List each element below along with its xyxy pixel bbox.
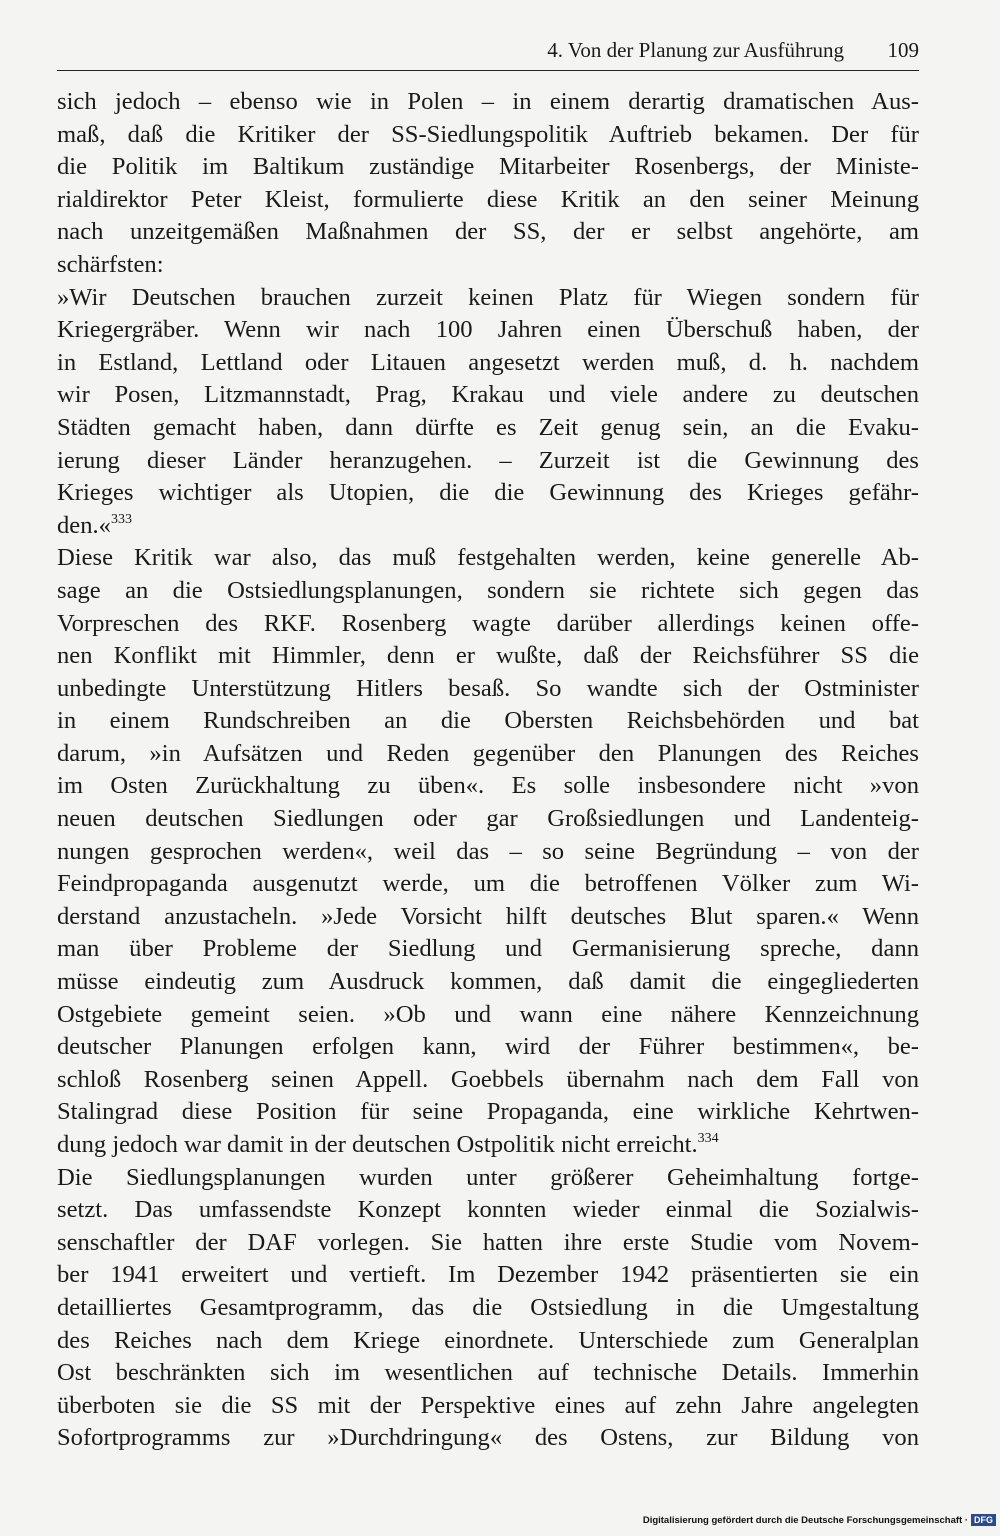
body-text bbox=[57, 86, 919, 1455]
text-line: »Wir Deutschen brauchen zurzeit keinen Platz für Wiegen sondern für bbox=[57, 283, 919, 311]
text-line: Sofortprogramms zur »Durchdringung« des Ostens, zur Bildung von bbox=[57, 1424, 919, 1452]
text-line: Krieges wichtiger als Utopien, die die Gewinnung des Krieges gefähr- bbox=[57, 479, 919, 507]
text-line: Stalingrad diese Position für seine Propaganda, eine wirkliche Kehrtwen- bbox=[57, 1098, 919, 1126]
text-line: nungen gesprochen werden«, weil das – so seine Begründung – von der bbox=[57, 837, 919, 865]
text-line: darum, »in Aufsätzen und Reden gegenüber den Planungen des Reiches bbox=[57, 739, 919, 767]
text-line-with-footnote bbox=[57, 1129, 919, 1162]
text-line: schloß Rosenberg seinen Appell. Goebbels übernahm nach dem Fall von bbox=[57, 1065, 919, 1093]
text-line: müsse eindeutig zum Ausdruck kommen, daß damit die eingegliederten bbox=[57, 968, 919, 996]
text-line: Die Siedlungsplanungen wurden unter größerer Geheimhaltung fortge- bbox=[57, 1163, 919, 1191]
dfg-logo: DFG bbox=[971, 1514, 996, 1526]
text-line: wir Posen, Litzmannstadt, Prag, Krakau und viele andere zu deutschen bbox=[57, 381, 919, 409]
text-line-with-footnote bbox=[57, 510, 919, 543]
text-line: ber 1941 erweitert und vertieft. Im Dezember 1942 präsentierten sie ein bbox=[57, 1261, 919, 1289]
text-line: in Estland, Lettland oder Litauen angesetzt werden muß, d. h. nachdem bbox=[57, 348, 919, 376]
text-line: setzt. Das umfassendste Konzept konnten wieder einmal die Sozialwis- bbox=[57, 1196, 919, 1224]
text-line: senschaftler der DAF vorlegen. Sie hatten ihre erste Studie vom Novem- bbox=[57, 1228, 919, 1256]
page-number: 109 bbox=[887, 38, 919, 62]
text-line: Kriegergräber. Wenn wir nach 100 Jahren einen Überschuß haben, der bbox=[57, 316, 919, 344]
text-line: Ost beschränkten sich im wesentlichen auf technische Details. Immerhin bbox=[57, 1359, 919, 1387]
text-line: des Reiches nach dem Kriege einordnete. Unterschiede zum Generalplan bbox=[57, 1326, 919, 1354]
text-line: nen Konflikt mit Himmler, denn er wußte, daß der Reichsführer SS die bbox=[57, 642, 919, 670]
text-line: im Osten Zurückhaltung zu üben«. Es solle insbesondere nicht »von bbox=[57, 772, 919, 800]
text-line: überboten sie die SS mit der Perspektive eines auf zehn Jahre angelegten bbox=[57, 1391, 919, 1419]
text-line: Feindpropaganda ausgenutzt werde, um die betroffenen Völker zum Wi- bbox=[57, 870, 919, 898]
text-line: rialdirektor Peter Kleist, formulierte diese Kritik an den seiner Meinung bbox=[57, 185, 919, 213]
text-line: Diese Kritik war also, das muß festgehalten werden, keine generelle Ab- bbox=[57, 544, 919, 572]
text-line: Vorpreschen des RKF. Rosenberg wagte darüber allerdings keinen offe- bbox=[57, 609, 919, 637]
text-line: maß, daß die Kritiker der SS-Siedlungspolitik Auftrieb bekamen. Der für bbox=[57, 120, 919, 148]
text-line: Städten gemacht haben, dann dürfte es Zeit genug sein, an die Evaku- bbox=[57, 413, 919, 441]
running-header bbox=[57, 34, 919, 71]
text-line: schärfsten: bbox=[57, 250, 164, 278]
text-line: sich jedoch – ebenso wie in Polen – in einem derartig dramatischen Aus- bbox=[57, 88, 919, 115]
text-line: derstand anzustacheln. »Jede Vorsicht hilft deutsches Blut sparen.« Wenn bbox=[57, 902, 919, 930]
text-line: neuen deutschen Siedlungen oder gar Großsiedlungen und Landenteig- bbox=[57, 805, 919, 833]
footnote-ref-333[interactable]: 333 bbox=[110, 511, 132, 527]
text-line: detailliertes Gesamtprogramm, das die Ostsiedlung in die Umgestaltung bbox=[57, 1293, 919, 1321]
text-line: ierung dieser Länder heranzugehen. – Zurzeit ist die Gewinnung des bbox=[57, 446, 919, 474]
text-line: deutscher Planungen erfolgen kann, wird der Führer bestimmen«, be- bbox=[57, 1033, 919, 1061]
text-line: die Politik im Baltikum zuständige Mitarbeiter Rosenbergs, der Ministe- bbox=[57, 153, 919, 181]
digitization-credit bbox=[643, 1514, 996, 1526]
chapter-title: 4. Von der Planung zur Ausführung bbox=[547, 38, 844, 62]
text-line: sage an die Ostsiedlungsplanungen, sondern sie richtete sich gegen das bbox=[57, 576, 919, 604]
credit-text: Digitalisierung gefördert durch die Deutsche Forschungsgemeinschaft · bbox=[642, 1515, 968, 1526]
footnote-ref-334[interactable]: 334 bbox=[697, 1131, 719, 1146]
text-line: den.« bbox=[57, 511, 111, 539]
text-line: man über Probleme der Siedlung und Germanisierung spreche, dann bbox=[57, 935, 919, 963]
text-line: dung jedoch war damit in der deutschen Ostpolitik nicht erreicht. bbox=[57, 1131, 698, 1158]
text-line: nach unzeitgemäßen Maßnahmen der SS, der er selbst angehörte, am bbox=[57, 218, 919, 246]
text-line: unbedingte Unterstützung Hitlers besaß. So wandte sich der Ostminister bbox=[57, 674, 919, 702]
text-line: Ostgebiete gemeint seien. »Ob und wann eine nähere Kennzeichnung bbox=[57, 1000, 919, 1028]
text-line: in einem Rundschreiben an die Obersten Reichsbehörden und bat bbox=[57, 707, 919, 735]
